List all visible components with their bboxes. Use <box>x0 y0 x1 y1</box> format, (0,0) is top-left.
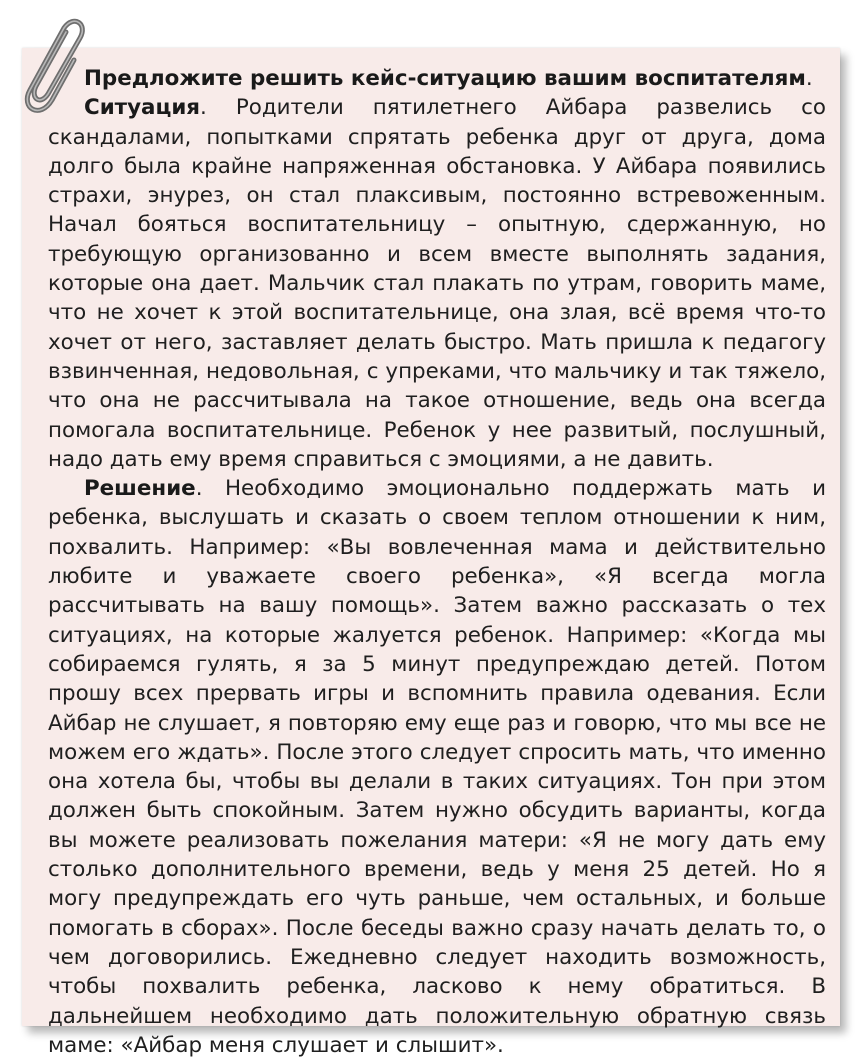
task-paragraph <box>48 64 826 93</box>
paperclip-icon <box>14 8 94 128</box>
situation-label: Ситуация <box>84 95 201 121</box>
situation-paragraph <box>48 93 826 474</box>
case-card <box>22 48 840 1058</box>
task-title: Предложите решить кейс-ситуацию вашим воспитателям <box>84 66 806 91</box>
case-text <box>48 64 826 1060</box>
solution-text: . Необходимо эмоционально поддержать мать и ребенка, выслушать и сказать о своем теплом отношении к ним, похвалить. Например: «Вы вовлеченная мама и действительно любите и уважаете своего ребенка», «Я всегда могла рассчитывать на вашу помощь». Затем важно рассказать о тех ситуациях, на которые жалуется ребенок. Например: «Когда мы собираемся гулять, я за 5 минут предупреждаю детей. Потом прошу всех прервать игры и вспомнить правила одевания. Если Айбар не слушает, я повторяю ему еще раз и говорю, что мы все не можем его ждать». После этого следует спросить мать, что именно она хотела бы, чтобы вы делали в таких ситуациях. Тон при этом должен быть спокойным. Затем нужно обсудить варианты, когда вы можете реализовать пожелания матери: «Я не могу дать ему столько дополнительного времени, ведь у меня 25 детей. Но я могу предупреждать его чуть раньше, чем остальных, и больше помогать в сборах». После беседы важно сразу начать делать то, о чем договорились. Ежедневно следует находить возможность, чтобы похвалить ребенка, ласково к нему обратиться. В дальнейшем необходимо дать положительную обратную связь маме: «Айбар меня слушает и слышит». <box>48 476 826 1058</box>
solution-label: Решение <box>84 476 196 502</box>
situation-text: . Родители пятилетнего Айбара развелись со скандалами, попытками спрятать ребенка друг от друга, дома долго была крайне напряженная обстановка. У Айбара появились страхи, энурез, он стал плаксивым, постоянно встревоженным. Начал бояться воспитательницу – опытную, сдержанную, но требующую организованно и всем вместе выполнять задания, которые она дает. Мальчик стал плакать по утрам, говорить маме, что не хочет к этой воспитательнице, она злая, всё время что-то хочет от него, заставляет делать быстро. Мать пришла к педагогу взвинченная, недовольная, с упреками, что мальчику и так тяжело, что она не рассчитывала на такое отношение, ведь она всегда помогала воспитательнице. Ребенок у нее развитый, послушный, надо дать ему время справиться с эмоциями, а не давить. <box>48 95 826 472</box>
task-title-end: . <box>805 66 813 91</box>
solution-paragraph <box>48 474 826 1060</box>
